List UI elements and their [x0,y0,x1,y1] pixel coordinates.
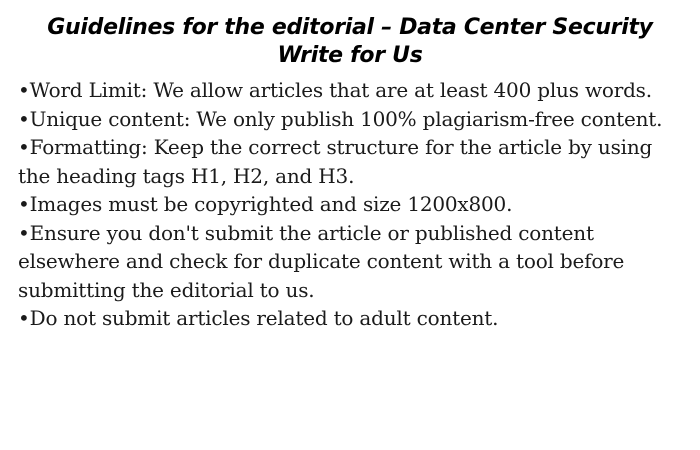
bullet-icon: • [18,106,30,131]
guidelines-list [18,76,682,333]
page-title [18,14,682,70]
list-item-text: Images must be copyrighted and size 1200x800. [29,192,513,216]
bullet-icon: • [18,192,30,216]
list-item-text: Do not submit articles related to adult content. [29,306,499,330]
bullet-icon: • [18,306,30,330]
list-item [18,190,682,219]
list-item-text: Formatting: Keep the correct structure for the article by using the heading tags H1, H2, and H3. [18,135,653,188]
list-item [18,219,682,305]
title-line-1: Guidelines for the editorial – Data Center Security [47,15,653,40]
list-item-text: Unique content: We only publish 100% plagiarism-free content. [29,106,663,131]
title-line-2: Write for Us [277,43,423,68]
list-item-text: Ensure you don't submit the article or published content elsewhere and check for duplicate content with a tool before submitting the editorial to us. [18,220,625,302]
list-item [18,133,682,190]
bullet-icon: • [18,78,30,102]
bullet-icon: • [18,135,30,159]
bullet-icon: • [18,220,30,245]
list-item [18,76,682,105]
list-item [18,105,682,134]
list-item-text: Word Limit: We allow articles that are at least 400 plus words. [29,78,652,102]
list-item [18,304,682,333]
